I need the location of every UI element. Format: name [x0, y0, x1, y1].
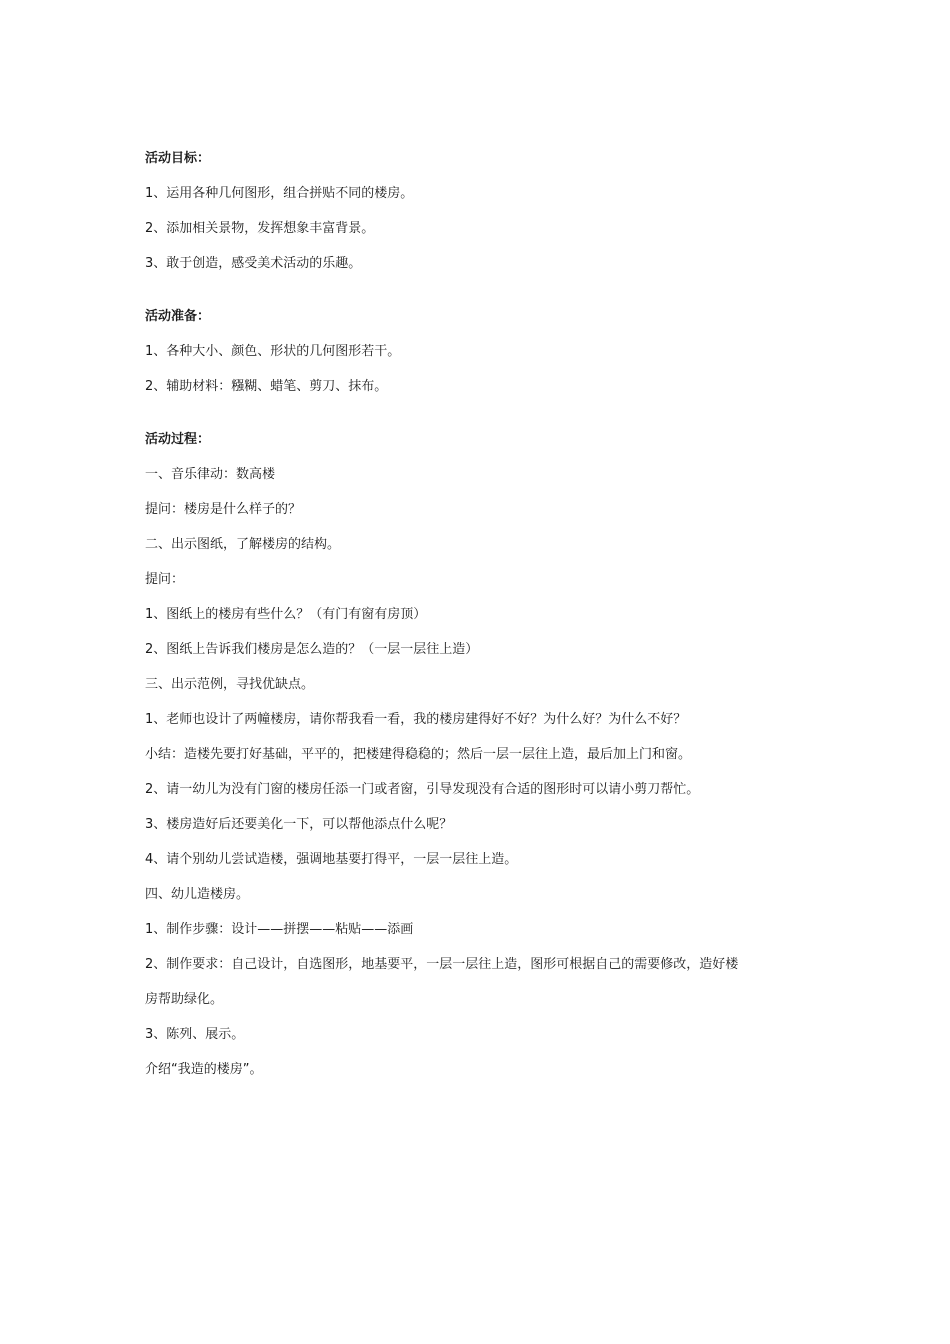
process-item: 提问：楼房是什么样子的？: [145, 502, 302, 517]
document-page: [145, 148, 825, 1081]
goal-item: 3、敢于创造，感受美术活动的乐趣。: [145, 256, 362, 271]
process-item: 房帮助绿化。: [145, 992, 224, 1007]
process-item: 小结：造楼先要打好基础，平平的，把楼建得稳稳的；然后一层一层往上造，最后加上门和窗。: [145, 747, 692, 762]
process-item: 3、楼房造好后还要美化一下，可以帮他添点什么呢？: [145, 817, 453, 832]
goal-item: 1、运用各种几何图形，组合拼贴不同的楼房。: [145, 186, 414, 201]
process-item: 三、出示范例，寻找优缺点。: [145, 677, 315, 692]
process-item: 1、图纸上的楼房有些什么？（有门有窗有房顶）: [145, 607, 427, 622]
process-item: 2、制作要求：自己设计，自选图形，地基要平，一层一层往上造，图形可根据自己的需要修改，造好楼: [145, 957, 739, 972]
process-item: 3、陈列、展示。: [145, 1027, 245, 1042]
process-item: 4、请个别幼儿尝试造楼，强调地基要打得平，一层一层往上造。: [145, 852, 518, 867]
preparation-item: 2、辅助材料：糨糊、蜡笔、剪刀、抹布。: [145, 379, 388, 394]
preparation-item: 1、各种大小、颜色、形状的几何图形若干。: [145, 344, 401, 359]
process-item: 四、幼儿造楼房。: [145, 887, 250, 902]
process-item: 2、请一幼儿为没有门窗的楼房任添一门或者窗，引导发现没有合适的图形时可以请小剪刀帮忙。: [145, 782, 700, 797]
section-heading-preparation: 活动准备：: [145, 309, 211, 324]
process-item: 1、老师也设计了两幢楼房，请你帮我看一看，我的楼房建得好不好？为什么好？为什么不好？: [145, 712, 687, 727]
process-item: 2、图纸上告诉我们楼房是怎么造的？（一层一层往上造）: [145, 642, 479, 657]
section-heading-goals: 活动目标：: [145, 151, 211, 166]
goal-item: 2、添加相关景物，发挥想象丰富背景。: [145, 221, 375, 236]
process-item: 一、音乐律动：数高楼: [145, 467, 276, 482]
process-item: 二、出示图纸，了解楼房的结构。: [145, 537, 341, 552]
process-item: 1、制作步骤：设计——拼摆——粘贴——添画: [145, 922, 414, 937]
process-item: 介绍“我造的楼房”。: [145, 1062, 263, 1077]
section-heading-process: 活动过程：: [145, 432, 211, 447]
process-item: 提问：: [145, 572, 185, 587]
